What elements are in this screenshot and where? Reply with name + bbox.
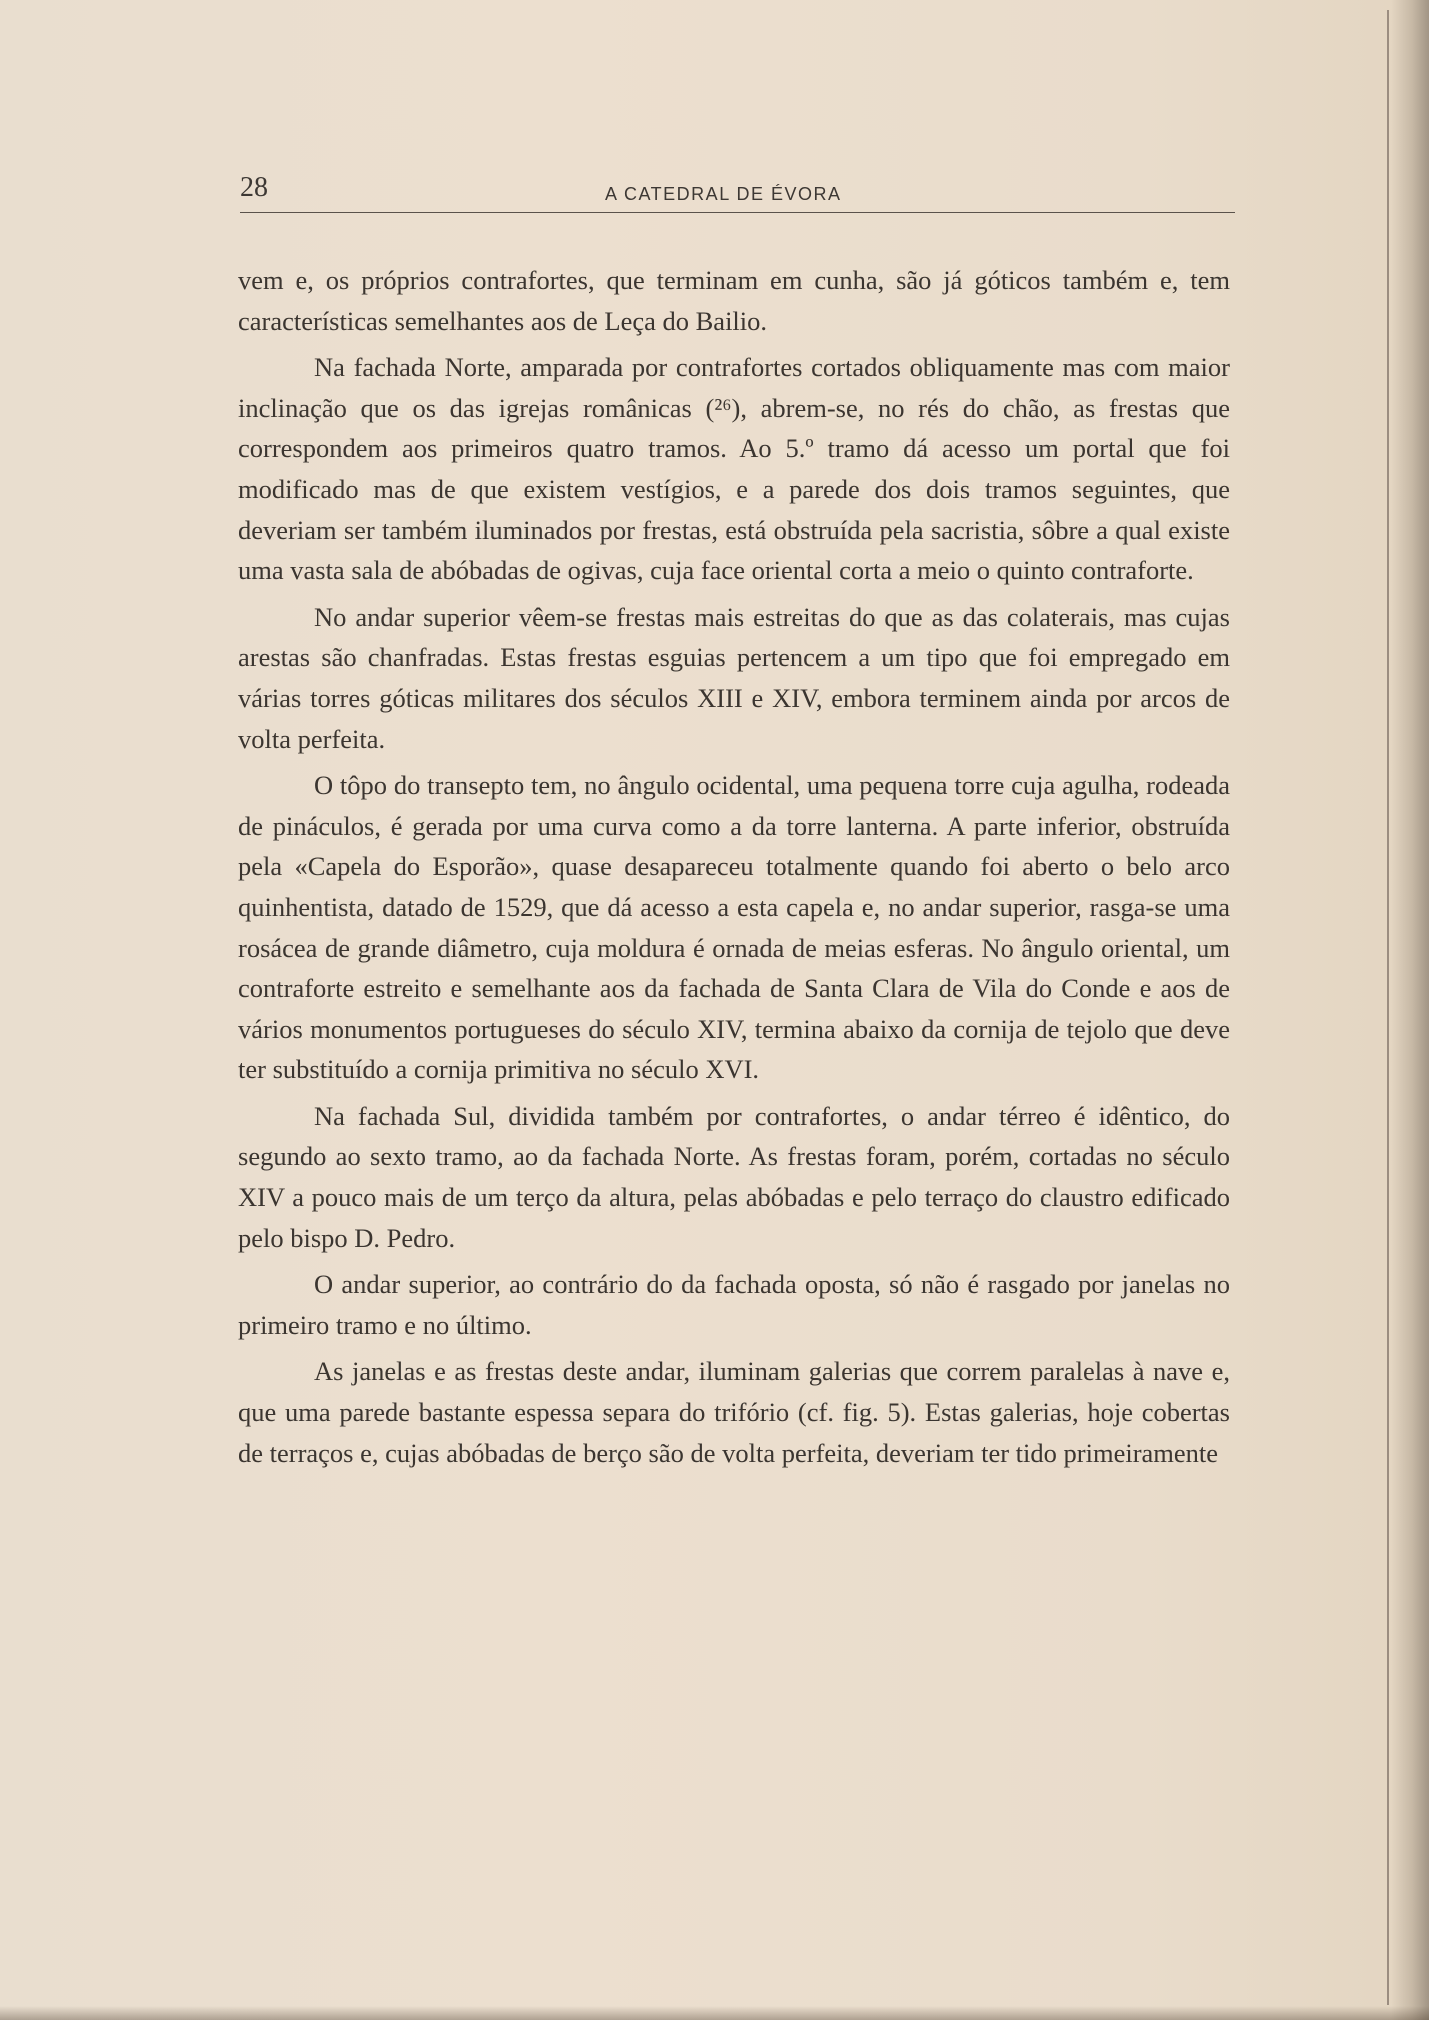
paragraph-2: Na fachada Norte, amparada por contrafortes cortados obliquamente mas com maior inclinação que os das igrejas românicas (²⁶), abrem-se, no rés do chão, as frestas que correspondem aos primeiros quatro tramos. Ao 5.º tramo dá acesso um portal que foi modificado mas de que existem vestígios, e a parede dos dois tramos seguintes, que deveriam ser também iluminados por frestas, está obstruída pela sacristia, sôbre a qual existe uma vasta sala de abóbadas de ogivas, cuja face oriental corta a meio o quinto contraforte.	[238, 352, 1230, 586]
paragraph-5: Na fachada Sul, dividida também por contrafortes, o andar térreo é idêntico, do segundo ao sexto tramo, ao da fachada Norte. As frestas foram, porém, cortadas no século XIV a pouco mais de um terço da altura, pelas abóbadas e pelo terraço do claustro edificado pelo bispo D. Pedro.	[238, 1100, 1230, 1253]
page-bottom-shadow	[0, 2006, 1429, 2020]
running-title: A CATEDRAL DE ÉVORA	[605, 184, 842, 204]
page-edge-line	[1387, 10, 1389, 2005]
header-rule	[240, 212, 1235, 213]
page-edge-shadow	[1391, 0, 1429, 2020]
paragraph-3: No andar superior vêem-se frestas mais estreitas do que as das colaterais, mas cujas arestas são chanfradas. Estas frestas esguias pertencem a um tipo que foi empregado em várias torres góticas militares dos séculos XIII e XIV, embora terminem ainda por arcos de volta perfeita.	[238, 601, 1230, 754]
paragraph-1: vem e, os próprios contrafortes, que terminam em cunha, são já góticos também e, tem características semelhantes aos de Leça do Bailio.	[238, 265, 1230, 336]
page-header	[240, 172, 1235, 218]
paragraph-7: As janelas e as frestas deste andar, iluminam galerias que correm paralelas à nave e, que uma parede bastante espessa separa do trifório (cf. fig. 5). Estas galerias, hoje cobertas de terraços e, cujas abóbadas de berço são de volta perfeita, deveriam ter tido primeiramente	[238, 1356, 1230, 1468]
paragraph-4: O tôpo do transepto tem, no ângulo ocidental, uma pequena torre cuja agulha, rodeada de pináculos, é gerada por uma curva como a da torre lanterna. A parte inferior, obstruída pela «Capela do Esporão», quase desapareceu totalmente quando foi aberto o belo arco quinhentista, datado de 1529, que dá acesso a esta capela e, no andar superior, rasga-se uma rosácea de grande diâmetro, cuja moldura é ornada de meias esferas. No ângulo oriental, um contraforte estreito e semelhante aos da fachada de Santa Clara de Vila do Conde e aos de vários monumentos portugueses do século XIV, termina abaixo da cornija de tejolo que deve ter substituído a cornija primitiva no século XVI.	[238, 770, 1230, 1085]
paragraph-6: O andar superior, ao contrário do da fachada oposta, só não é rasgado por janelas no primeiro tramo e no último.	[238, 1269, 1230, 1340]
body-text	[238, 260, 1230, 1479]
page-number: 28	[240, 172, 268, 203]
